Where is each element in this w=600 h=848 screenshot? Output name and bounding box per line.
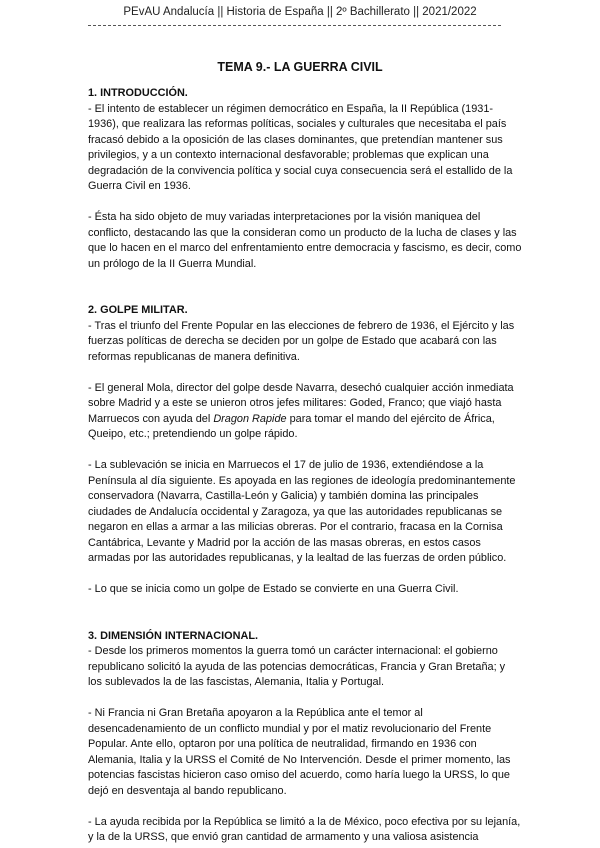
italic-ship-name: Dragon Rapide — [213, 412, 287, 425]
paragraph: - Desde los primeros momentos la guerra tomó un carácter internacional: el gobierno republicano solicitó la ayuda de las potencias democráticas, Francia y Gran Bretaña; y los sublevados la de las fascistas, Alemania, Italia y Portugal. — [88, 645, 506, 688]
document-title: TEMA 9.- LA GUERRA CIVIL — [217, 60, 383, 74]
paragraph: - Ésta ha sido objeto de muy variadas interpretaciones por la visión maniquea del conflicto, destacando las que la consideran como un producto de la lucha de clases y las que lo hacen en el marco del enfrentamiento entre democracia y fascismo, es decir, como un prólogo de la II Guerra Mundial. — [88, 211, 522, 270]
document-body — [88, 86, 522, 846]
paragraph: - El intento de establecer un régimen democrático en España, la II República (1931-1936), que realizara las reformas políticas, sociales y culturales que necesitaba el país fracasó debido a la oposición de las clases dominantes, que pretendían mantener sus privilegios, y a un contexto internacional desfavorable; problemas que explican una degradación de la convivencia política y social cuya consecuencia será el estallido de la Guerra Civil en 1936. — [88, 102, 513, 192]
paragraph: - Ni Francia ni Gran Bretaña apoyaron a la República ante el temor al desencadenamiento de un conflicto mundial y por el matiz revolucionario del Frente Popular. Ante ello, optaron por una política de neutralidad, firmando en 1936 con Alemania, Italia y la URSS el Comité de No Intervención. Desde el primer momento, las potencias fascistas hicieron caso omiso del acuerdo, como haría luego la URSS, lo que dejó en desventaja al bando republicano. — [88, 707, 511, 797]
paragraph: - Tras el triunfo del Frente Popular en las elecciones de febrero de 1936, el Ejército y las fuerzas políticas de derecha se deciden por un golpe de Estado que acabará con las reformas republicanas de manera definitiva. — [88, 319, 515, 363]
page-header: PEvAU Andalucía || Historia de España || 2º Bachillerato || 2021/2022 — [123, 6, 477, 18]
text-run: para tomar el mando del ejército de África, Queipo, etc.; pretendiendo un golpe rápido. — [88, 412, 495, 440]
paragraph: - La sublevación se inicia en Marruecos el 17 de julio de 1936, extendiéndose a la Península al día siguiente. Es apoyada en las regiones de ideología predominantemente conservadora (Navarra, Castilla-León y Galicia) y también domina las principales ciudades de Andalucía occidental y Zaragoza, ya que las autoridades republicanas se negaron en ellas a armar a las milicias obreras. Por el contrario, fracasa en la Cornisa Cantábrica, Levante y Madrid por la acción de las masas obreras, en estos casos armadas por las autoridades republicanas, y la lealtad de las fuerzas de orden público. — [88, 459, 516, 564]
paragraph — [88, 381, 522, 443]
text-run: - El general Mola, director del golpe desde Navarra, desechó cualquier acción inmediata sobre Madrid y a este se unieron otros jefes militares: Goded, Franco; que viajó hasta Marruecos con ayuda del — [88, 381, 514, 425]
section-heading-introduccion: 1. INTRODUCCIÓN. — [88, 87, 188, 99]
paragraph: - La ayuda recibida por la República se limitó a la de México, poco efectiva por su lejanía, y la de la URSS, que envió gran cantidad de armamento y una valiosa asistencia — [88, 815, 521, 843]
section-heading-dimension-internacional: 3. DIMENSIÓN INTERNACIONAL. — [88, 629, 259, 642]
paragraph: - Lo que se inicia como un golpe de Estado se convierte en una Guerra Civil. — [88, 583, 459, 595]
header-divider — [88, 25, 501, 26]
section-heading-golpe-militar: 2. GOLPE MILITAR. — [88, 304, 188, 316]
